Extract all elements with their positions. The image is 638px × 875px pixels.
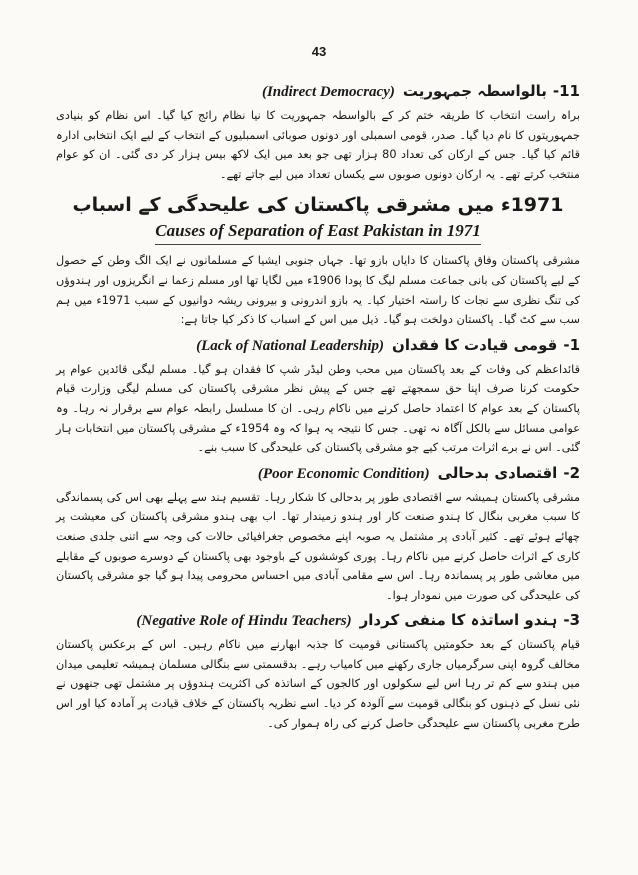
heading-urdu: بالواسطہ جمہوریت (402, 82, 547, 100)
heading-number: 2- (563, 463, 580, 482)
heading-english: (Poor Economic Condition) (257, 465, 430, 482)
page-number: 43 (311, 44, 327, 59)
heading-number: 3- (563, 611, 580, 630)
heading-lack-of-leadership (56, 336, 580, 355)
heading-number: 11- (552, 82, 580, 100)
heading-poor-economic-condition (56, 464, 580, 483)
section-title-english: Causes of Separation of East Pakistan in 1971 (155, 220, 480, 245)
paragraph-indirect-democracy: براہ راست انتخاب کا طریقہ ختم کر کے بالواسطہ جمہوریت کا نیا نظام رائج کیا گیا۔ اس نظام کو بنیادی جمہوریتوں کا نام دیا گیا۔ صدر، قومی اسمبلی اور دونوں صوبائی اسمبلیوں کے انتخاب کے لیے ایک انتخابی ادارہ قائم کیا گیا۔ جس کے ارکان کی تعداد 80 ہزار تھی جو بعد میں ایک لاکھ بیس ہزار کر دی گئی۔ ان کو عوام منتخب کرتے تھے۔ یہ ارکان دونوں صوبوں سے یکساں تعداد میں لیے جاتے تھے۔ (56, 109, 580, 181)
heading-english: (Indirect Democracy) (261, 84, 395, 100)
section-title-urdu: 1971ء میں مشرقی پاکستان کی علیحدگی کے اسباب (72, 194, 564, 217)
paragraph-hindu-teachers: قیام پاکستان کے بعد حکومتیں پاکستانی قومیت کا جذبہ ابھارنے میں ناکام رہیں۔ اس کے برعکس پاکستان مخالف گروہ اپنی سرگرمیاں جاری رکھنے میں کامیاب رہے۔ بدقسمتی سے بنگالی مسلمان ہمیشہ تعلیمی میدان میں ہندو سے کم تر رہا اس لیے سکولوں اور کالجوں کے اساتذہ کی اکثریت ہندوؤں پر مشتمل تھی جنھوں نے نئی نسل کے ذہنوں کو بنگالی قومیت سے آلودہ کر دیا۔ اسے نظریہ پاکستان کے خلاف قیادت پر آمادہ کیا اور اس طرح مغربی پاکستان سے علیحدگی حاصل کرنے کی راہ ہموار کی۔ (56, 638, 580, 730)
heading-english: (Lack of National Leadership) (196, 337, 385, 354)
heading-english: (Negative Role of Hindu Teachers) (136, 613, 352, 630)
heading-number: 1- (563, 335, 580, 354)
paragraph-lack-of-leadership: قائداعظم کی وفات کے بعد پاکستان میں محب وطن لیڈر شپ کا فقدان ہو گیا۔ مسلم لیگی قائدین عوام پر حکومت کرنا صرف اپنا حق سمجھتے تھے جس کے پیش نظر مشرقی پاکستان کی مسلم لیگی وزارت قیام پاکستان کے بعد عوام کا اعتماد حاصل کرنے میں ناکام رہی۔ ان کا مسلسل رابطہ عوام سے برقرار نہ رہا۔ وہ عوامی مسائل سے بالکل آگاہ نہ تھی۔ جس کا نتیجہ یہ ہوا کہ وہ 1954ء کے مشرقی پاکستان میں انتخابات ہار گئی۔ اس نے برے اثرات مرتب کیے جو مشرقی پاکستان کی علیحدگی کا سبب بنے۔ (56, 362, 580, 455)
heading-urdu: اقتصادی بدحالی (437, 463, 558, 482)
page-content (56, 78, 580, 739)
heading-urdu: قومی قیادت کا فقدان (392, 335, 558, 354)
paragraph-poor-economic-condition: مشرقی پاکستان ہمیشہ سے اقتصادی طور پر بدحالی کا شکار رہا۔ تقسیم ہند سے پہلے بھی اس کی پسماندگی کا سبب مغربی بنگال کا ہندو صنعت کار اور ہندو زمیندار تھا۔ اب بھی ہندو مشرقی پاکستان کی معیشت پر چھائے ہوئے تھے۔ کثیر آبادی پر مشتمل یہ صوبہ اپنے مخصوص جغرافیائی حالات کی وجہ سے اتنی جلدی صنعت کاری کے اثرات حاصل کرنے میں ناکام رہا۔ پوری کوششوں کے باوجود بھی پاکستان کے دوسرے صوبوں کے مقابلے میں معاشی طور پر پسماندہ رہا۔ اس سے مقامی آبادی میں احساس محرومی پیدا ہو گیا جو مشرقی پاکستان کی علیحدگی کی صورت میں نمودار ہوا۔ (56, 490, 580, 602)
heading-urdu: ہندو اساتذہ کا منفی کردار (359, 611, 558, 630)
heading-hindu-teachers (56, 611, 580, 630)
heading-indirect-democracy (56, 82, 580, 101)
paragraph-causes-intro: مشرقی پاکستان وفاق پاکستان کا دایاں بازو تھا۔ جہاں جنوبی ایشیا کے مسلمانوں نے ایک الگ وطن کے حصول کے لیے پاکستان کی بانی جماعت مسلم لیگ کا پودا 1906ء میں لگایا تھا اور مسلم زعما نے انگریزوں اور ہندوؤں کی تنگ نظری سے نجات کا راستہ اختیار کیا۔ یہ بازو اندرونی و بیرونی ریشہ دوانیوں کے سبب 1971ء میں ہم سب سے کٹ گیا۔ پاکستان دولخت ہو گیا۔ ذیل میں اس کے اسباب کا ذکر کیا جاتا ہے: (56, 254, 580, 327)
